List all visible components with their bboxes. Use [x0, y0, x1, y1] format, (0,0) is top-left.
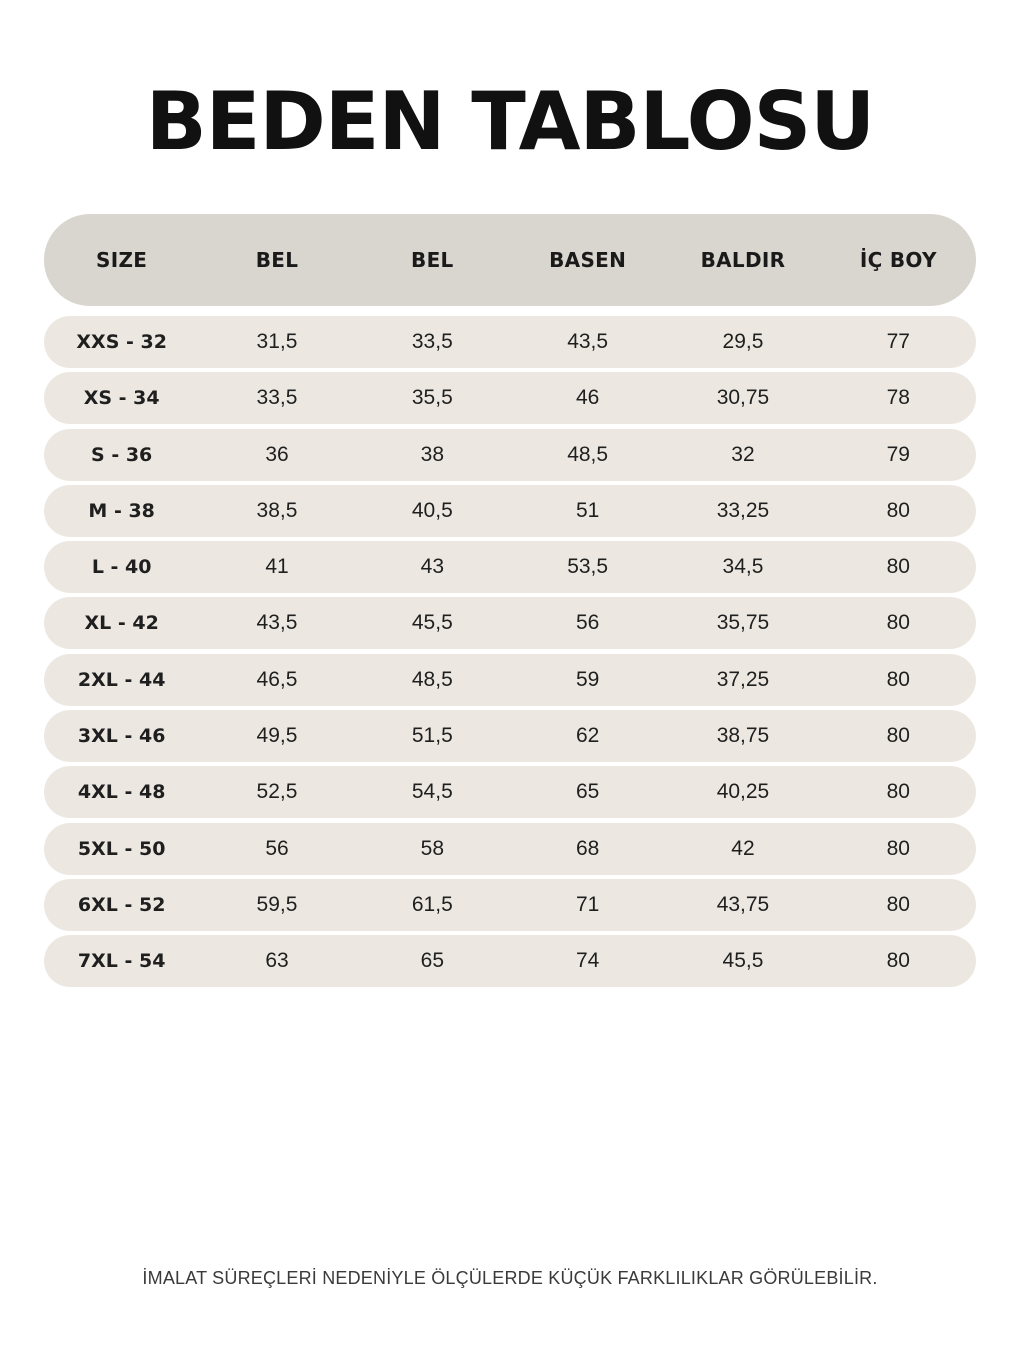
cell-baldir: 33,25: [716, 498, 770, 522]
cell-baldir: 32: [731, 442, 755, 466]
cell-ic-boy: 80: [886, 949, 910, 973]
cell-bel: 41: [265, 555, 289, 579]
table-header-row: [44, 214, 976, 306]
table-row: [44, 935, 976, 987]
cell-bel-2: 45,5: [411, 611, 453, 635]
header-size: SIZE: [96, 248, 148, 272]
cell-ic-boy: 80: [886, 611, 910, 635]
cell-size: L - 40: [91, 556, 152, 579]
header-ic-boy: İÇ BOY: [859, 248, 937, 272]
cell-ic-boy: 80: [886, 836, 910, 860]
table-row: [44, 597, 976, 649]
header-baldir: BALDIR: [700, 248, 786, 272]
cell-bel: 33,5: [256, 386, 298, 410]
cell-bel-2: 61,5: [411, 892, 453, 916]
cell-baldir: 34,5: [722, 555, 764, 579]
cell-basen: 43,5: [567, 330, 609, 353]
cell-basen: 46: [575, 386, 600, 410]
table-row: [44, 429, 976, 481]
cell-baldir: 37,25: [716, 667, 770, 691]
cell-baldir: 40,25: [716, 780, 770, 804]
cell-bel: 63: [265, 949, 289, 973]
cell-bel-2: 43: [420, 555, 444, 579]
cell-baldir: 29,5: [722, 330, 764, 353]
cell-basen: 48,5: [567, 442, 609, 466]
cell-bel: 31,5: [256, 330, 298, 353]
header-bel-2: BEL: [411, 248, 454, 272]
table-row: [44, 541, 976, 593]
cell-size: 4XL - 48: [77, 781, 166, 804]
cell-baldir: 30,75: [716, 386, 770, 410]
table-row: [44, 485, 976, 537]
table-body: [44, 316, 976, 987]
cell-size: S - 36: [91, 443, 153, 466]
cell-bel-2: 51,5: [411, 724, 453, 748]
cell-size: 7XL - 54: [77, 950, 166, 973]
cell-ic-boy: 80: [886, 780, 910, 804]
cell-ic-boy: 79: [886, 442, 910, 466]
cell-ic-boy: 80: [886, 555, 910, 579]
cell-bel: 56: [265, 836, 289, 860]
cell-basen: 59: [575, 667, 600, 691]
cell-size: 2XL - 44: [77, 668, 166, 691]
footer-note: İMALAT SÜREÇLERİ NEDENİYLE ÖLÇÜLERDE KÜÇÜK FARKLILIKLAR GÖRÜLEBİLİR.: [142, 1268, 878, 1288]
cell-bel: 43,5: [256, 611, 298, 635]
header-bel: BEL: [255, 248, 299, 272]
cell-bel-2: 54,5: [411, 780, 453, 804]
cell-size: XL - 42: [84, 612, 159, 635]
cell-size: 6XL - 52: [77, 893, 166, 916]
cell-ic-boy: 80: [886, 498, 910, 522]
table-row: [44, 823, 976, 875]
cell-baldir: 43,75: [716, 892, 770, 916]
size-table: [44, 214, 976, 987]
cell-ic-boy: 77: [886, 330, 910, 353]
cell-basen: 62: [575, 724, 600, 748]
cell-bel: 38,5: [256, 498, 298, 522]
cell-basen: 65: [575, 780, 600, 804]
cell-size: XS - 34: [83, 387, 160, 410]
cell-baldir: 42: [731, 836, 755, 860]
page-title: BEDEN TABLOSU: [145, 75, 875, 168]
cell-bel-2: 33,5: [411, 330, 453, 353]
cell-size: 5XL - 50: [77, 837, 166, 860]
table-row: [44, 710, 976, 762]
cell-basen: 71: [575, 892, 600, 916]
cell-bel-2: 38: [420, 442, 444, 466]
table-row: [44, 372, 976, 424]
cell-ic-boy: 80: [886, 724, 910, 748]
cell-basen: 53,5: [567, 555, 609, 579]
cell-size: XXS - 32: [76, 331, 167, 353]
cell-basen: 56: [575, 611, 600, 635]
table-row: [44, 879, 976, 931]
cell-bel: 59,5: [256, 892, 298, 916]
cell-bel-2: 65: [420, 949, 444, 973]
cell-size: M - 38: [88, 499, 155, 522]
table-row: [44, 316, 976, 368]
cell-basen: 51: [575, 498, 600, 522]
cell-baldir: 35,75: [716, 611, 770, 635]
cell-bel: 49,5: [256, 724, 298, 748]
cell-ic-boy: 80: [886, 667, 910, 691]
cell-baldir: 38,75: [716, 724, 770, 748]
cell-basen: 68: [575, 836, 600, 860]
cell-bel-2: 58: [420, 836, 444, 860]
cell-bel: 36: [265, 442, 289, 466]
cell-size: 3XL - 46: [77, 725, 166, 748]
cell-ic-boy: 80: [886, 892, 910, 916]
table-row: [44, 654, 976, 706]
cell-bel-2: 48,5: [411, 667, 453, 691]
table-row: [44, 766, 976, 818]
cell-bel-2: 40,5: [411, 498, 453, 522]
cell-bel: 52,5: [256, 780, 298, 804]
cell-baldir: 45,5: [722, 949, 764, 973]
cell-bel: 46,5: [256, 667, 298, 691]
cell-ic-boy: 78: [886, 386, 910, 410]
cell-bel-2: 35,5: [411, 386, 453, 410]
header-basen: BASEN: [549, 248, 627, 272]
cell-basen: 74: [575, 949, 600, 973]
